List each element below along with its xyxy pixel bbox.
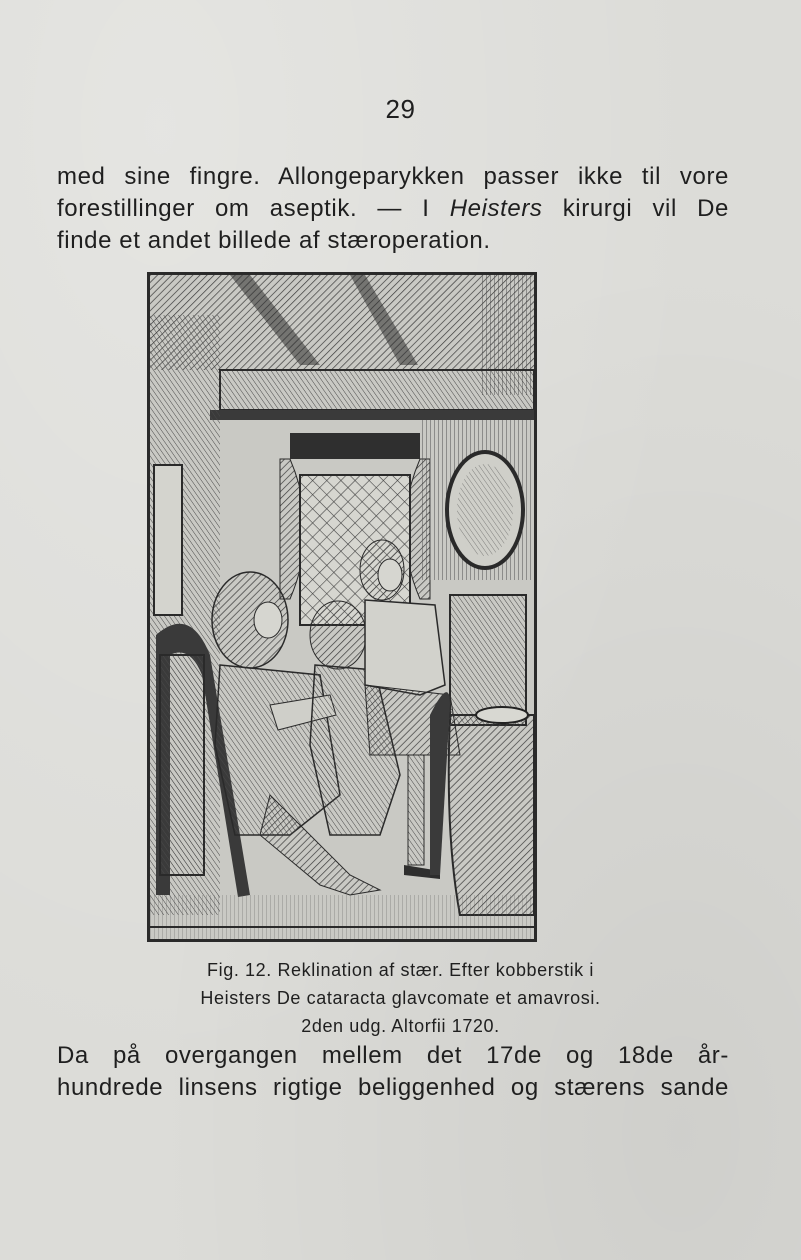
paragraph-top <box>57 161 729 257</box>
caption-line: 2den udg. Altorfii 1720. <box>301 1016 500 1036</box>
text-line: finde et andet billede af stæroperation. <box>57 227 491 254</box>
figure-caption <box>0 956 801 1040</box>
engraving-illustration <box>147 272 537 942</box>
text-line: hundrede linsens rigtige beliggenhed og stærens sande <box>57 1074 729 1101</box>
text-segment: kirurgi vil De <box>542 195 729 222</box>
caption-line: Fig. 12. Reklination af stær. Efter kobberstik i <box>207 960 594 980</box>
text-line <box>57 193 729 225</box>
engraving-drawing <box>150 275 534 939</box>
text-line: Da på overgangen mellem det 17de og 18de år- <box>57 1042 729 1069</box>
page-number: 29 <box>385 94 416 124</box>
text-segment: forestillinger om aseptik. — I <box>57 195 450 222</box>
author-name-italic: Heisters <box>449 195 543 222</box>
paragraph-bottom <box>57 1040 729 1104</box>
text-line: med sine fingre. Allongeparykken passer ikke til vore <box>57 163 729 190</box>
caption-line: Heisters De cataracta glavcomate et amavrosi. <box>200 988 601 1008</box>
